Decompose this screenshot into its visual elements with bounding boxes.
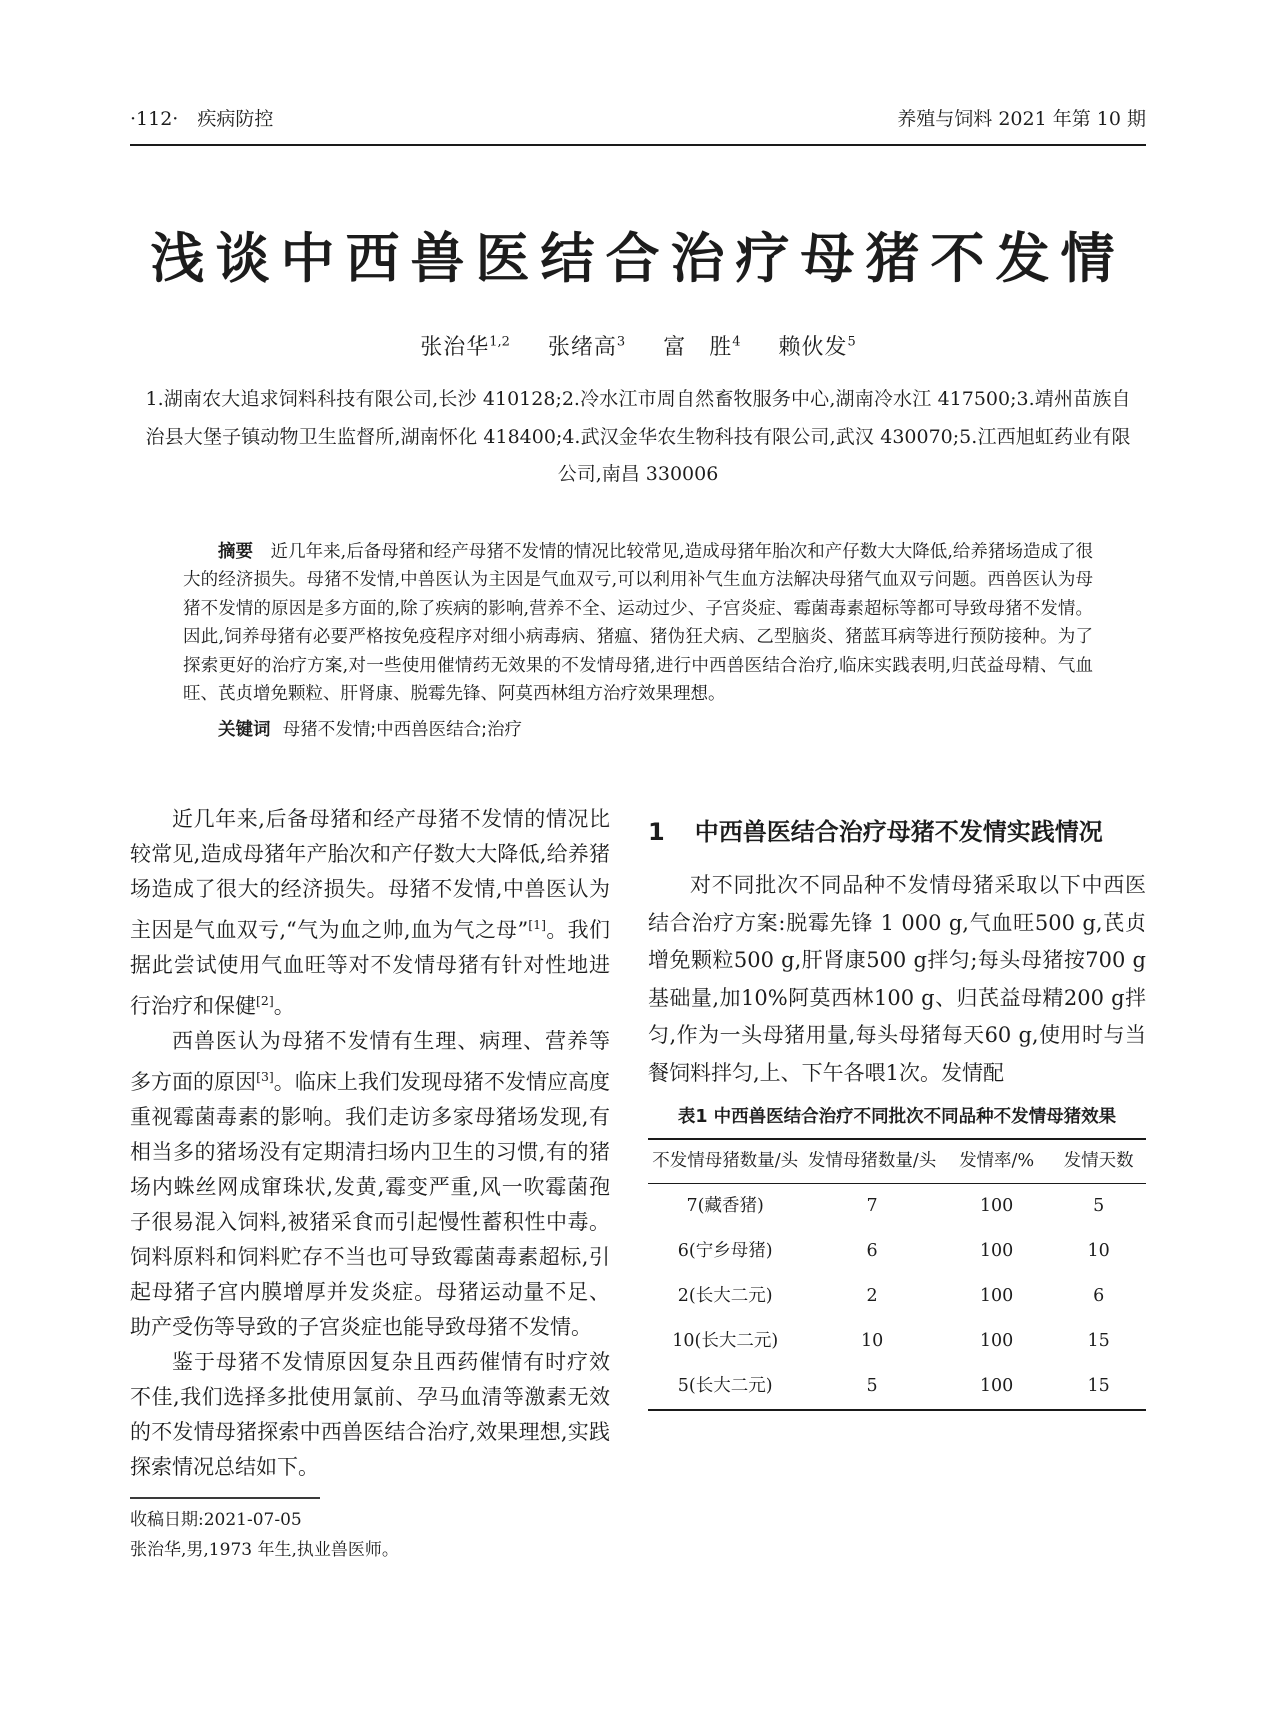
table-header-cell: 发情天数	[1051, 1139, 1146, 1184]
table-cell: 7(藏香猪)	[686, 1196, 764, 1217]
first-author-bio: 张治华,男,1973 年生,执业兽医师。	[130, 1540, 399, 1561]
author-affiliation-marker: 4	[732, 334, 741, 350]
table-row	[648, 1274, 1146, 1319]
table-header-cell: 发情母猪数量/头	[802, 1139, 941, 1184]
table-cell: 100	[979, 1331, 1014, 1352]
table-cell: 2	[866, 1286, 878, 1307]
table-header-cell: 不发情母猪数量/头	[648, 1139, 802, 1184]
header-journal-issue: 养殖与饲料 2021 年第 10 期	[897, 108, 1146, 130]
footnote-divider	[130, 1497, 320, 1499]
table-cell: 5	[1093, 1196, 1105, 1217]
article-title: 浅谈中西兽医结合治疗母猪不发情	[150, 227, 1126, 290]
table-row	[648, 1364, 1146, 1410]
author-affiliation-marker: 5	[847, 334, 856, 350]
section-1-title: 中西兽医结合治疗母猪不发情实践情况	[694, 818, 1103, 847]
abstract	[183, 538, 1093, 709]
table-cell: 10	[1087, 1241, 1110, 1262]
table-cell: 6(宁乡母猪)	[677, 1241, 773, 1262]
reference-marker: [1]	[528, 917, 546, 933]
keywords-label: 关键词	[218, 719, 271, 740]
table-header-row	[648, 1139, 1146, 1184]
table-cell: 6	[1093, 1286, 1105, 1307]
section-1-heading	[648, 810, 1146, 855]
keywords-text: 母猪不发情;中西兽医结合;治疗	[282, 719, 523, 740]
authors-line	[130, 330, 1146, 361]
table-cell: 5	[802, 1364, 941, 1410]
author-affiliation-marker: 1,2	[489, 334, 510, 350]
received-date: 收稿日期:2021-07-05	[130, 1510, 302, 1531]
table-cell: 100	[942, 1364, 1052, 1410]
intro-paragraph-2: 西兽医认为母猪不发情有生理、病理、营养等多方面的原因[3]。临床上我们发现母猪不发情应高度重视霉菌毒素的影响。我们走访多家母猪场发现,有相当多的猪场没有定期清扫场内卫生的习惯,有的猪场内蛛丝网成窜珠状,发黄,霉变严重,风一吹霉菌孢子很易混入饲料,被猪采食而引起慢性蓄积性中毒。饲料原料和饲料贮存不当也可导致霉菌毒素超标,引起母猪子宫内膜增厚并发炎症。母猪运动量不足、助产受伤等导致的子宫炎症也能导致母猪不发情。	[130, 1029, 611, 1340]
footnote	[130, 1497, 610, 1565]
section-1-paragraph: 对不同批次不同品种不发情母猪采取以下中西医结合治疗方案:脱霉先锋 1 000 g,气血旺500 g,芪贞增免颗粒500 g,肝肾康500 g拌匀;每头母猪按700 g基础量,加10%阿莫西林100 g、归芪益母精200 g拌匀,作为一头母猪用量,每头母猪每天60 g,使用时与当餐饲料拌匀,上、下午各喂1次。发情配	[648, 873, 1146, 1085]
header-page-number-section: ·112· 疾病防控	[130, 108, 274, 130]
abstract-text: 近几年来,后备母猪和经产母猪不发情的情况比较常见,造成母猪年胎次和产仔数大大降低,给养猪场造成了很大的经济损失。母猪不发情,中兽医认为主因是气血双亏,可以利用补气生血方法解决母猪气血双亏问题。西兽医认为母猪不发情的原因是多方面的,除了疾病的影响,营养不全、运动过少、子宫炎症、霉菌毒素超标等都可导致母猪不发情。因此,饲养母猪有必要严格按免疫程序对细小病毒病、猪瘟、猪伪狂犬病、乙型脑炎、猪蓝耳病等进行预防接种。为了探索更好的治疗方案,对一些使用催情药无效果的不发情母猪,进行中西兽医结合治疗,临床实践表明,归芪益母精、气血旺、芪贞增免颗粒、肝肾康、脱霉先锋、阿莫西林组方治疗效果理想。	[183, 541, 1094, 705]
table-cell: 5(长大二元)	[648, 1364, 802, 1410]
page-header	[130, 104, 1146, 146]
keywords	[183, 716, 1093, 745]
author-name: 张绪高$^3$	[547, 334, 626, 361]
right-column	[648, 802, 1146, 1565]
table-row	[648, 1229, 1146, 1274]
author-name: 张治华$^{1,2}$	[420, 334, 510, 361]
results-table	[648, 1138, 1146, 1411]
affiliations: 1.湖南农大追求饲料科技有限公司,长沙 410128;2.冷水江市周自然畜牧服务中心,湖南冷水江 417500;3.靖州苗族自治县大堡子镇动物卫生监督所,湖南怀化 418400;4.武汉金华农生物科技有限公司,武汉 430070;5.江西旭虹药业有限公司,南昌 330006	[145, 388, 1131, 486]
results-table-body	[648, 1184, 1146, 1411]
table-cell: 15	[1051, 1364, 1146, 1410]
table-cell: 2(长大二元)	[677, 1286, 773, 1307]
table-cell: 100	[979, 1286, 1014, 1307]
table-row	[648, 1184, 1146, 1230]
intro-paragraph-1: 近几年来,后备母猪和经产母猪不发情的情况比较常见,造成母猪年产胎次和产仔数大大降低,给养猪场造成了很大的经济损失。母猪不发情,中兽医认为主因是气血双亏,“气为血之帅,血为气之母”[1]。我们据此尝试使用气血旺等对不发情母猪有针对性地进行治疗和保健[2]。	[130, 807, 611, 1019]
table-header-cell: 发情率/%	[942, 1139, 1052, 1184]
two-column-body	[130, 802, 1146, 1565]
author-name: 富 胜$^4$	[663, 334, 741, 361]
table-caption: 表1 中西兽医结合治疗不同批次不同品种不发情母猪效果	[677, 1107, 1117, 1128]
left-column	[130, 802, 610, 1565]
table-cell: 6	[866, 1241, 878, 1262]
table-cell: 10	[860, 1331, 884, 1352]
reference-marker: [2]	[256, 993, 274, 1009]
table-cell: 15	[1087, 1331, 1110, 1352]
reference-marker: [3]	[256, 1069, 274, 1085]
table-row	[648, 1319, 1146, 1364]
table-cell: 100	[979, 1241, 1014, 1262]
author-name: 赖伙发$^5$	[778, 334, 856, 361]
author-affiliation-marker: 3	[616, 334, 626, 350]
results-table-head	[648, 1139, 1146, 1184]
abstract-label: 摘要	[218, 541, 254, 562]
section-1-number: 1	[648, 818, 665, 847]
table-cell: 10(长大二元)	[672, 1331, 779, 1352]
intro-paragraph-3: 鉴于母猪不发情原因复杂且西药催情有时疗效不佳,我们选择多批使用氯前、孕马血清等激素无效的不发情母猪探索中西兽医结合治疗,效果理想,实践探索情况总结如下。	[130, 1350, 610, 1480]
table-cell: 100	[979, 1196, 1014, 1217]
table-cell: 7	[866, 1196, 878, 1217]
